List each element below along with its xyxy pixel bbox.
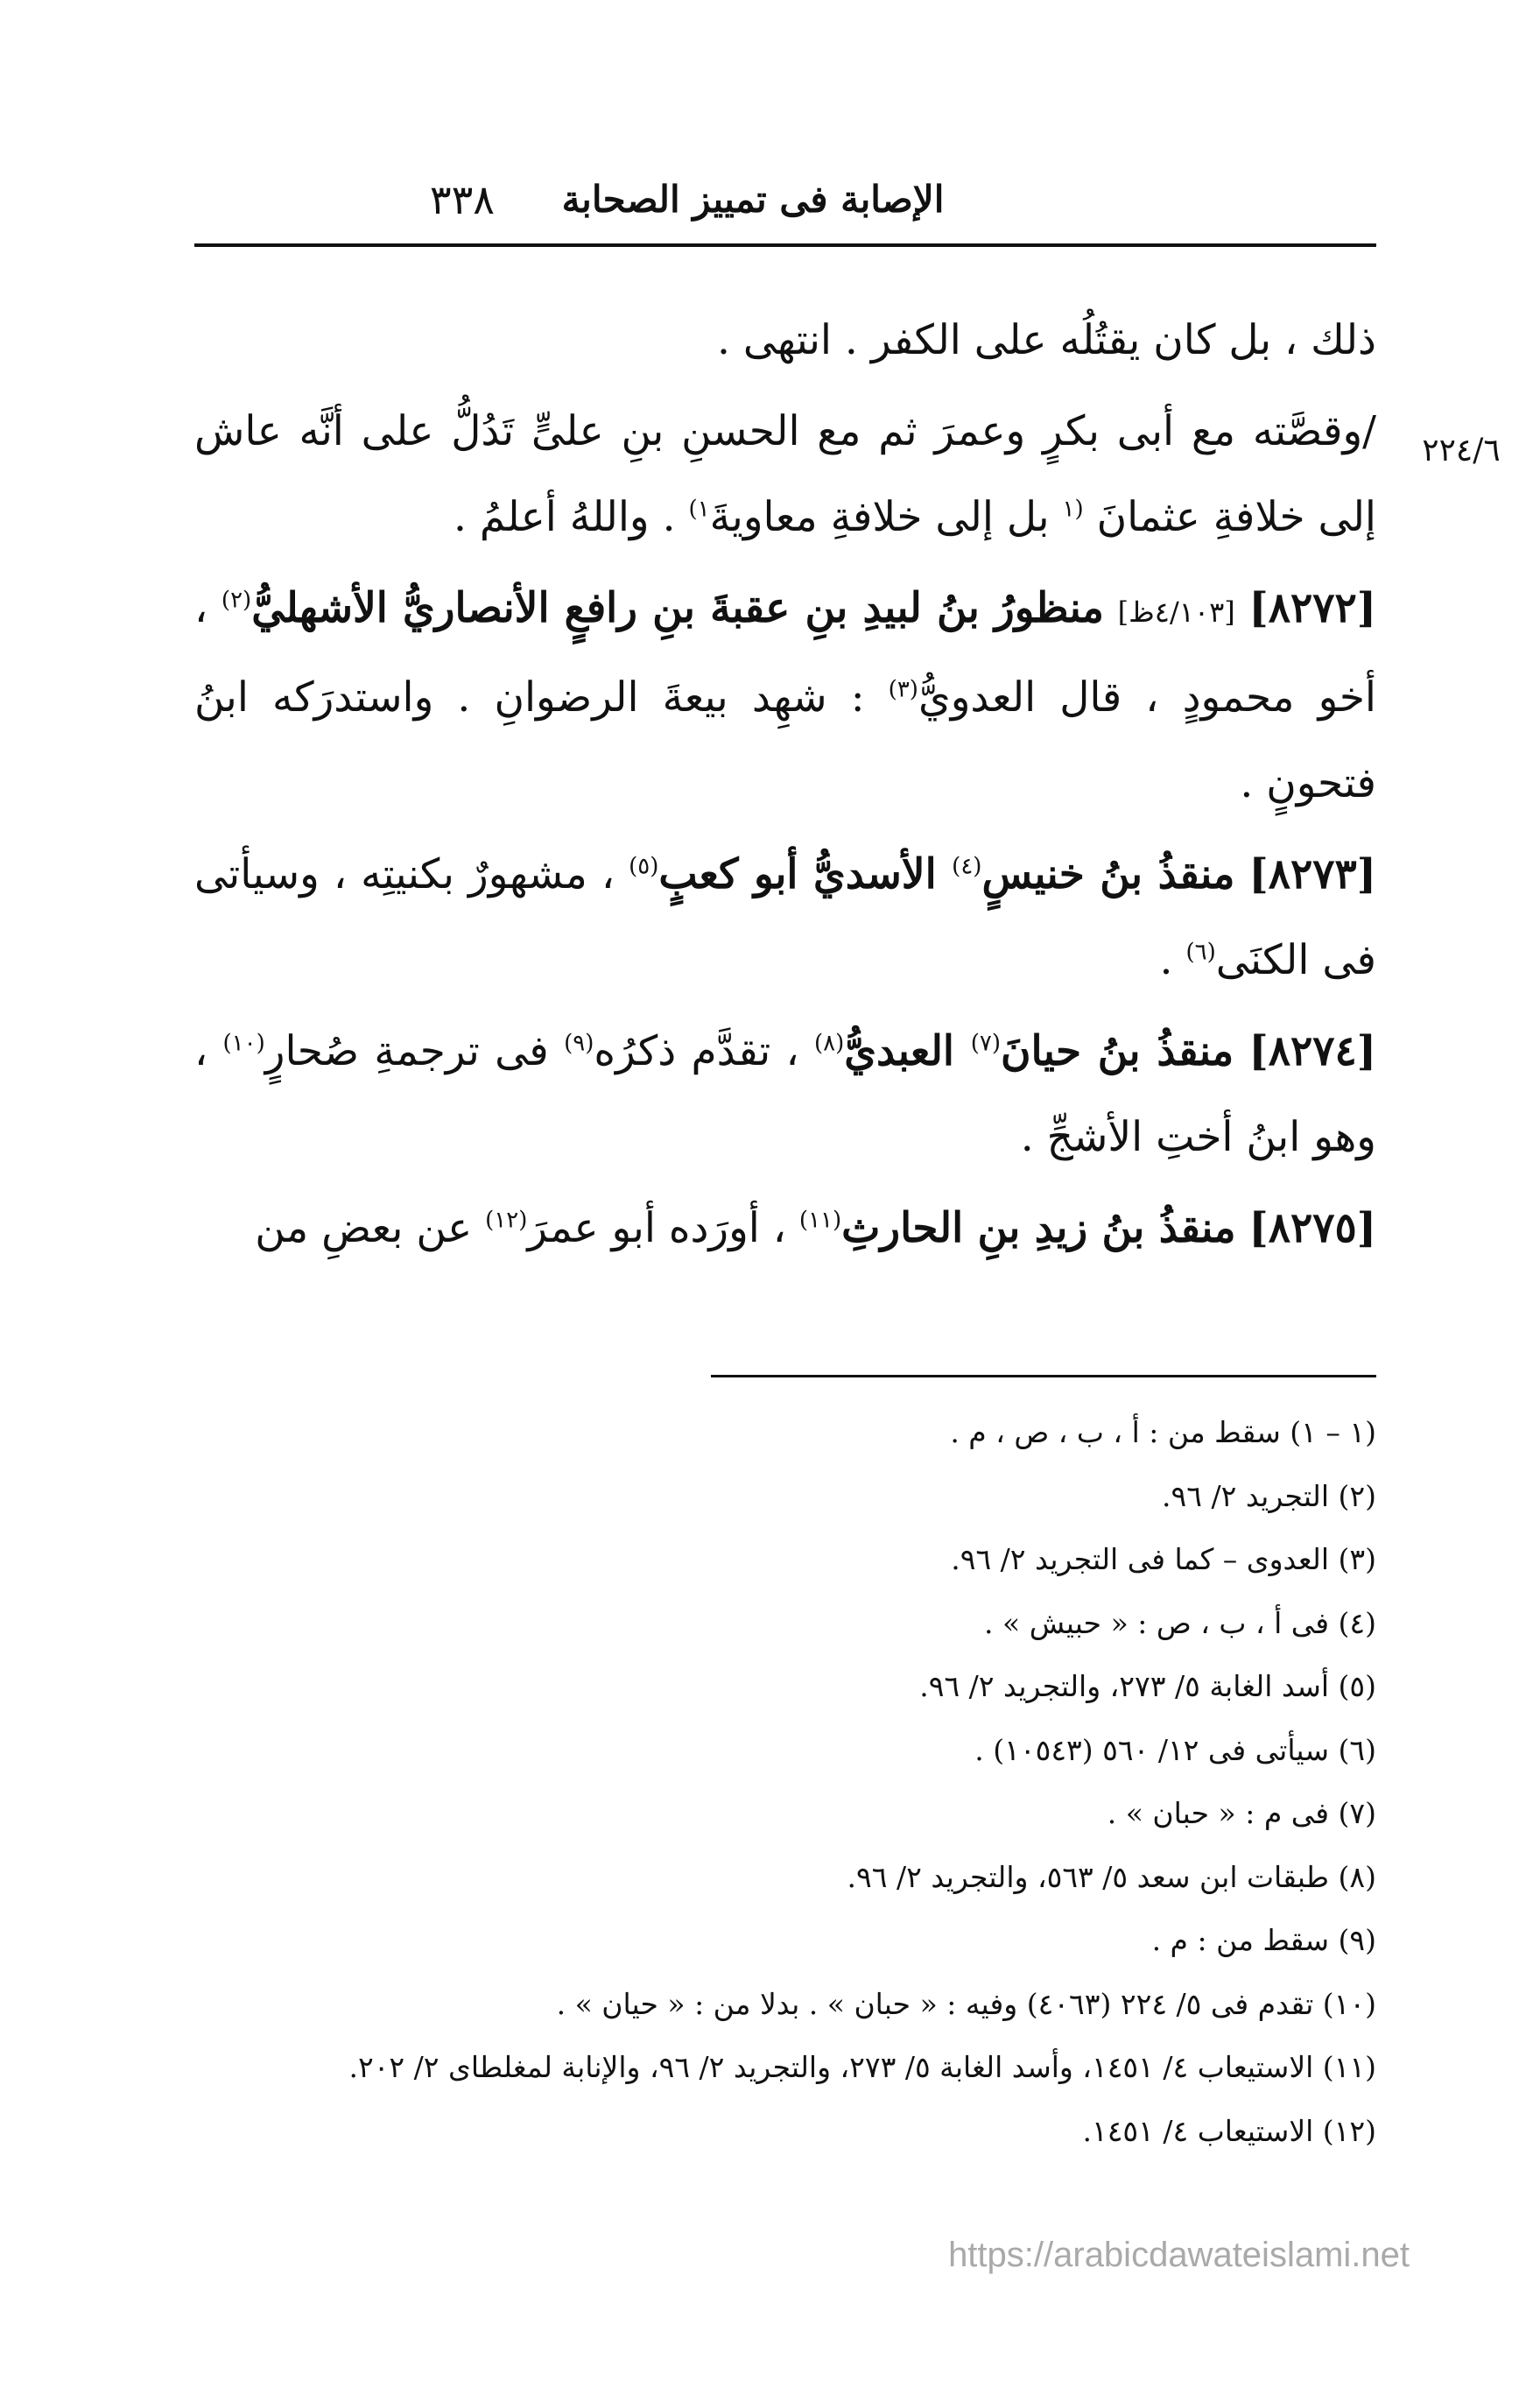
entry-text: فى ترجمةِ صُحارٍ [264, 1027, 565, 1075]
entry-8273 [194, 832, 1376, 1004]
running-header-title: الإصابة فى تمييز الصحابة [561, 178, 945, 221]
footnote-ref: (٨) [813, 1030, 845, 1057]
page-number: ٣٣٨ [429, 176, 495, 223]
watermark-url: https://arabicdawateislami.net [948, 2236, 1410, 2274]
footnote-ref: (٣) [888, 676, 918, 703]
entry-text: ، تقدَّم ذكرُه [594, 1027, 814, 1075]
footnote: (١٠) تقدم فى ٥/ ٢٢٤ (٤٠٦٣) وفيه : « حبان » . بدلا من : « حيان » . [556, 1986, 1376, 2021]
paragraph-1: ذلك ، بل كان يقتُلُه على الكفر . انتهى . [716, 316, 1376, 364]
footnote: (١ – ١) سقط من : أ ، ب ، ص ، م . [950, 1415, 1376, 1449]
entry-number: [٨٢٧٥] [1248, 1204, 1376, 1252]
footnote-ref: (١٢) [485, 1207, 528, 1234]
footnote: (٥) أسد الغابة ٥/ ٢٧٣، والتجريد ٢/ ٩٦. [919, 1669, 1376, 1703]
entry-8274 [194, 1009, 1376, 1180]
main-text [194, 298, 1376, 1349]
paragraph-2-text-c: . واللهُ أعلمُ . [454, 493, 689, 541]
entry-text: ، وهو ابنُ أختِ الأشجِّ . [194, 1027, 1376, 1161]
footnote: (١١) الاستيعاب ٤/ ١٤٥١، وأسد الغابة ٥/ ٢٧٣، والتجريد ٢/ ٩٦، والإنابة لمغلطاى ٢/ ٢٠٢. [348, 2050, 1376, 2084]
entry-number: [٨٢٧٤] [1248, 1027, 1377, 1075]
footnote-ref: (٢) [221, 587, 252, 614]
footnote-ref: (٧) [970, 1030, 1001, 1057]
footnote: (٨) طبقات ابن سعد ٥/ ٥٦٣، والتجريد ٢/ ٩٦. [847, 1859, 1376, 1894]
footnote-ref: (١ [1062, 496, 1084, 523]
footnote: (٩) سقط من : م . [1151, 1923, 1376, 1957]
footnote-ref: (٦) [1185, 939, 1216, 966]
footnote-rule [711, 1375, 1376, 1377]
manuscript-reference: [٤/١٠٣ظ] [1117, 595, 1235, 629]
paragraph-2-text-b: بل إلى خلافةِ معاويةَ [709, 493, 1063, 541]
entry-8272 [194, 566, 1376, 827]
paragraph-2 [194, 389, 1376, 560]
entry-8275 [194, 1186, 1376, 1272]
entry-text: عن بعضِ من [255, 1204, 486, 1252]
entry-number: [٨٢٧٣] [1248, 850, 1376, 898]
margin-volume-reference: ٢٢٤/٦ [1422, 433, 1501, 468]
entry-name: الأسديُّ أبو كعبٍ [658, 850, 953, 898]
footnote: (١٢) الاستيعاب ٤/ ١٤٥١. [1082, 2113, 1376, 2148]
footnote-ref: (٤) [952, 853, 982, 880]
entry-text: ، أورَده أبو عمرَ [527, 1204, 799, 1252]
footnote-ref: (٩) [564, 1030, 594, 1057]
paragraph-2-text-a: /وقصَّته مع أبى بكرٍ وعمرَ ثم مع الحسنِ بنِ علىٍّ تَدُلُّ على أنَّه عاش إلى خلافةِ عثمانَ [194, 407, 1376, 541]
entry-number: [٨٢٧٢] [1248, 584, 1376, 632]
footnote-ref: ١) [688, 496, 710, 523]
entry-name: منقذُ بنُ زيدِ بنِ الحارثِ [841, 1204, 1236, 1252]
footnotes [194, 1401, 1376, 2189]
footnote: (٦) سيأتى فى ١٢/ ٥٦٠ (١٠٥٤٣) . [974, 1732, 1376, 1767]
entry-text: . [1159, 936, 1186, 984]
footnote: (٧) فى م : « حبان » . [1107, 1796, 1376, 1830]
entry-name: منظورُ بنُ لبيدِ بنِ عقبةَ بنِ رافعٍ الأنصاريُّ الأشهليُّ [251, 584, 1104, 632]
entry-name: منقذُ بنُ حيانَ [1000, 1027, 1234, 1075]
entry-text: ، مشهورٌ بكنيتِه ، وسيأتى فى الكنَى [194, 850, 1376, 984]
entry-text: ، أخو محمودٍ ، قال العدويُّ [194, 584, 1376, 722]
footnote-ref: (١٠) [222, 1030, 265, 1057]
footnote: (٤) فى أ ، ب ، ص : « حبيش » . [984, 1605, 1376, 1640]
footnote: (٣) العدوى – كما فى التجريد ٢/ ٩٦. [951, 1542, 1376, 1576]
footnote: (٢) التجريد ٢/ ٩٦. [1162, 1478, 1376, 1513]
footnote-ref: (١١) [798, 1207, 842, 1234]
footnote-ref: (٥) [629, 853, 659, 880]
header-rule [194, 243, 1376, 247]
entry-name: منقذُ بنُ خنيسٍ [981, 850, 1235, 898]
entry-text: : شهِد بيعةَ الرضوانِ . واستدرَكه ابنُ فتحونٍ . [194, 673, 1376, 807]
entry-name: العبديُّ [844, 1027, 971, 1075]
